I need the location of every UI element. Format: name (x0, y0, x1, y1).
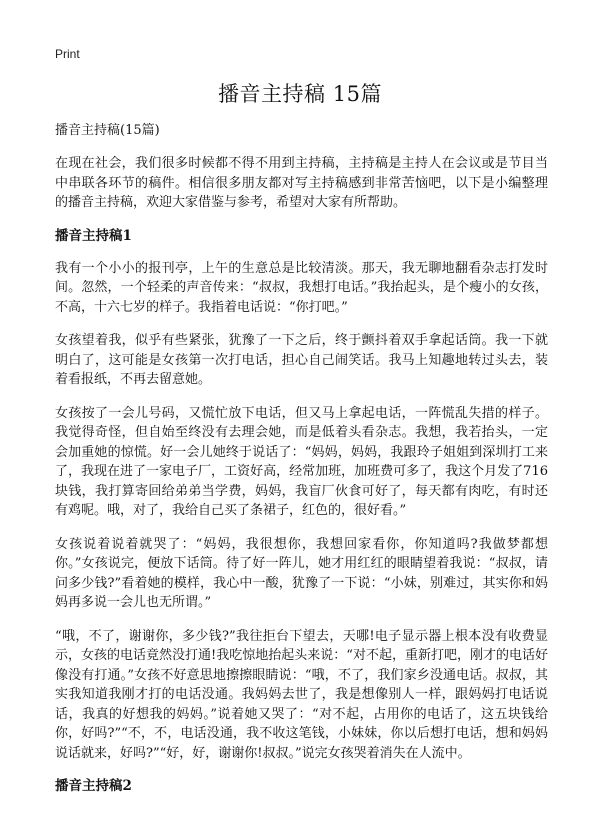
page-title: 播音主持稿 15篇 (218, 82, 382, 106)
document-body (55, 122, 548, 809)
intro-paragraph: 在现在社会，我们很多时候都不得不用到主持稿，主持稿是主持人在会议或是节目当中串联各环节的稿件。相信很多朋友都对写主持稿感到非常苦恼吧，以下是小编整理的播音主持稿，欢迎大家借鉴与参考，希望对大家有所帮助。 (55, 156, 548, 210)
body-paragraph: 女孩望着我，似乎有些紧张，犹豫了一下之后，终于颤抖着双手拿起话筒。我一下就明白了，这可能是女孩第一次打电话，担心自己闹笑话。我马上知趣地转过头去，装着看报纸，不再去留意她。 (55, 333, 548, 387)
body-paragraph: 女孩按了一会儿号码，又慌忙放下电话，但又马上拿起电话，一阵慌乱失措的样子。我觉得奇怪，但自始至终没有去理会她，而是低着头看杂志。我想，我若抬头，一定会加重她的惊慌。好一会儿她终于说话了：“妈妈，妈妈，我跟玲子姐姐到深圳打工来了，我现在进了一家电子厂，工资好高，经常加班，加班费可多了，我这个月发了716块钱，我打算寄回给弟弟当学费，妈妈，我盲厂伙食可好了，每天都有肉吃，有时还有鸡呢。哦，对了，我给自己买了条裙子，红色的，很好看。” (55, 405, 548, 518)
section-heading: 播音主持稿2 (55, 778, 132, 794)
section-heading: 播音主持稿1 (55, 227, 132, 244)
body-paragraph: “哦，不了，谢谢你，多少钱?”我往拒台下望去，天哪!电子显示器上根本没有收费显示，女孩的电话竟然没打通!我吃惊地抬起头来说：“对不起，重新打吧，刚才的电话好像没有打通。”女孩不好意思地擦擦眼睛说：“哦，不了，我们家乡没通电话。叔叔，其实我知道我刚才打的电话没通。我妈妈去世了，我是想像别人一样，跟妈妈打电话说话，我真的好想我的妈妈。”说着她又哭了：“对不起，占用你的电话了，这五块钱给你，好吗?”“不，不，电话没通，我不收这笔钱，小妹妹，你以后想打电话，想和妈妈说话就来，好吗?”“好，好，谢谢你!叔叔。”说完女孩哭着消失在人流中。 (55, 628, 548, 761)
document-subtitle: 播音主持稿(15篇) (55, 123, 160, 138)
body-paragraph: 女孩说着说着就哭了：“妈妈，我很想你，我想回家看你，你知道吗?我做梦都想你。”女孩说完，便放下话筒。待了好一阵儿，她才用红红的眼睛望着我说：“叔叔，请问多少钱?”看着她的模样，我心中一酸，犹豫了一下说：“小妹，别难过，其实你和妈妈再多说一会儿也无所谓。” (55, 536, 548, 610)
print-link[interactable]: Print (55, 47, 80, 61)
body-paragraph: 我有一个小小的报刊亭，上午的生意总是比较清淡。那天，我无聊地翻看杂志打发时间。忽然，一个轻柔的声音传来：“叔叔，我想打电话。”我抬起头，是个瘦小的女孩，不高，十六七岁的样子。我指着电话说：“你打吧。” (55, 260, 548, 315)
